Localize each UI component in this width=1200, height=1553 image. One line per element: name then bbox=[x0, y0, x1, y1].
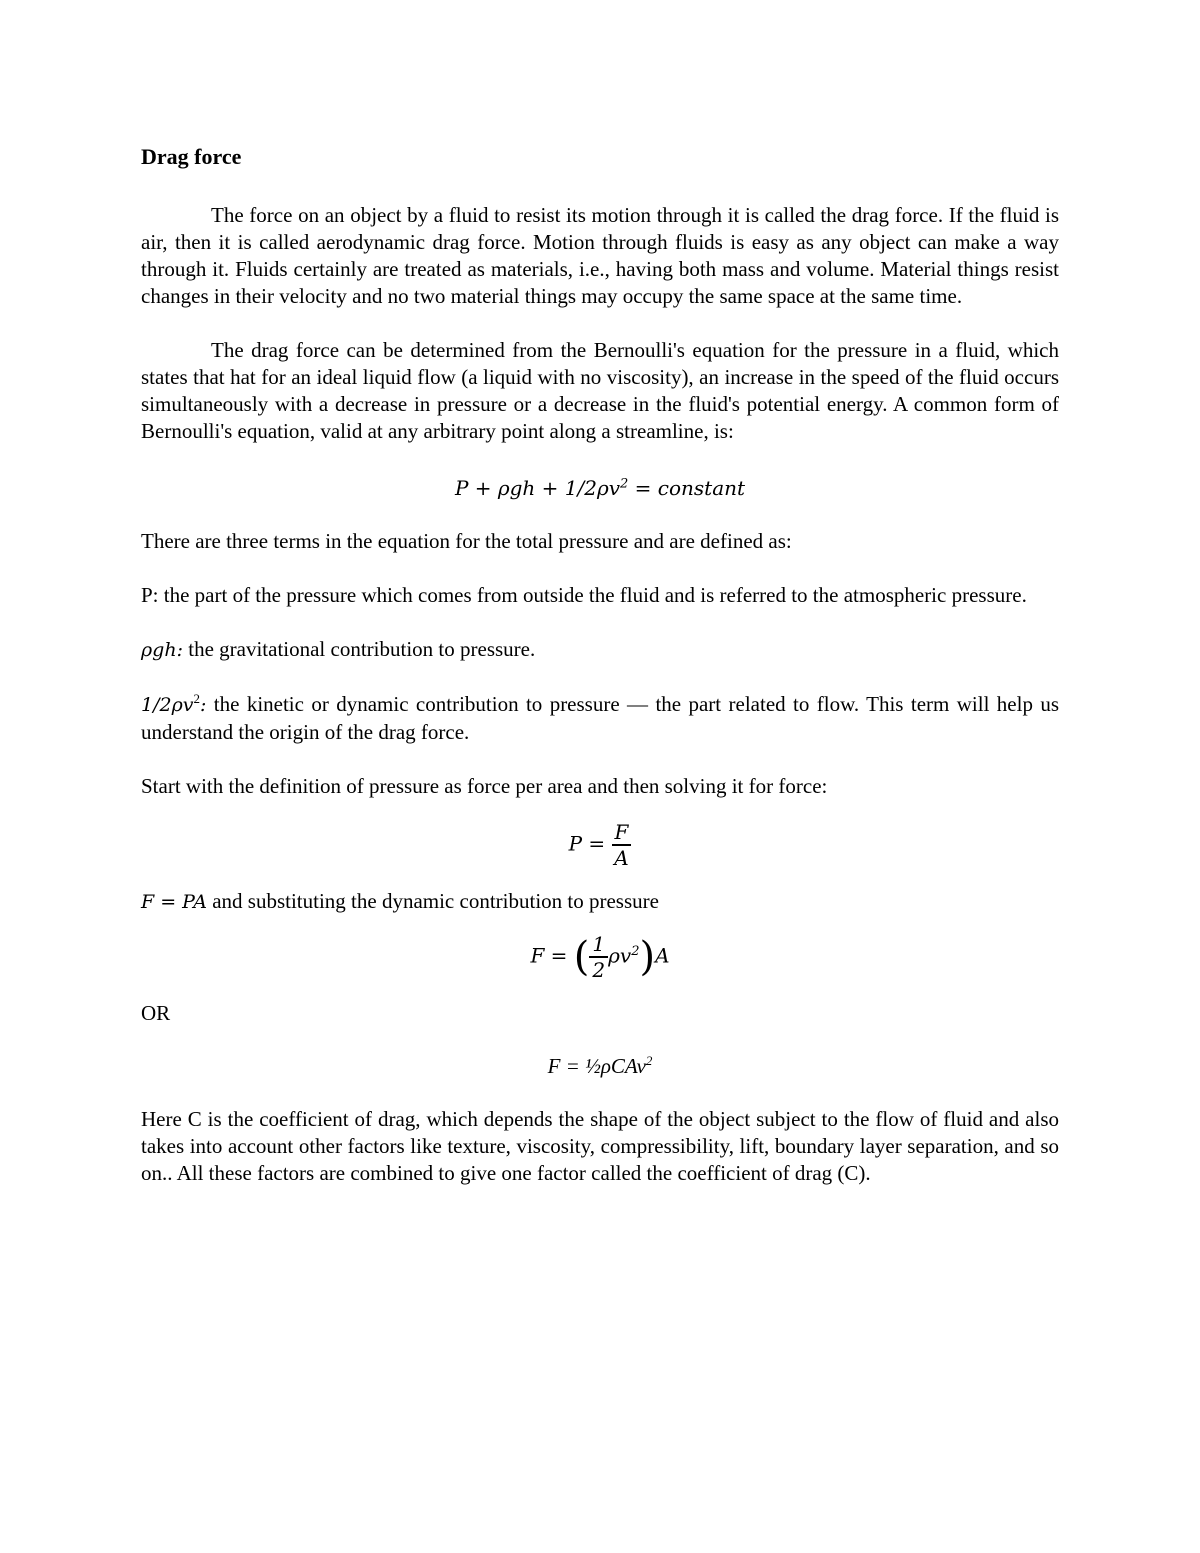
term-rhogh-text: the gravitational contribution to pressure. bbox=[182, 637, 536, 661]
eq-force-rhov: ρv bbox=[608, 943, 632, 968]
eq-force-den: 2 bbox=[592, 958, 606, 982]
eq-pressure-den: A bbox=[614, 846, 629, 870]
equation-force bbox=[141, 932, 1059, 982]
eq-force-lhs: F = bbox=[530, 943, 574, 968]
term-p-definition: P: the part of the pressure which comes from outside the fluid and is referred to the atmospheric pressure. bbox=[141, 583, 1027, 607]
term-kinetic-rhov: ρv bbox=[171, 694, 194, 716]
eq-force-tail: A bbox=[655, 943, 670, 968]
term-kinetic-definition bbox=[141, 691, 1059, 746]
paragraph-force-definition: Start with the definition of pressure as force per area and then solving it for force: bbox=[141, 774, 828, 798]
eq-bernoulli-exp: 2 bbox=[620, 476, 629, 492]
term-rhogh-definition bbox=[141, 636, 1059, 664]
term-kinetic-exp: 2 bbox=[193, 691, 200, 706]
document-page bbox=[141, 142, 1059, 1187]
term-kinetic-colon: : bbox=[199, 694, 207, 716]
eq-force-exp: 2 bbox=[631, 943, 640, 959]
paragraph-bernoulli: The drag force can be determined from the Bernoulli's equation for the pressure in a fluid, which states that hat for an ideal liquid flow (a liquid with no viscosity), an increase in the speed of the fluid occurs simultaneously with a decrease in pressure or a decrease in the fluid's potential energy. A common form of Bernoulli's equation, valid at any arbitrary point along a streamline, is: bbox=[141, 338, 1059, 443]
term-kinetic-half: 1/2 bbox=[141, 694, 172, 716]
eq-force-num: 1 bbox=[589, 932, 608, 958]
eq-force-lparen: ( bbox=[573, 934, 590, 980]
line-fpa-text: and substituting the dynamic contribution to pressure bbox=[206, 889, 659, 913]
eq-bernoulli-tail: = constant bbox=[628, 476, 746, 500]
eq-pressure-lhs: P = bbox=[568, 831, 612, 856]
or-label: OR bbox=[141, 1001, 171, 1025]
eq-bernoulli-half: 1/2 bbox=[564, 476, 597, 500]
term-kinetic-text: the kinetic or dynamic contribution to pressure — the part related to flow. This term will help us understand the origin of the drag force. bbox=[141, 692, 1059, 744]
eq-force-fraction bbox=[589, 932, 608, 982]
equation-bernoulli bbox=[141, 475, 1059, 502]
eq-bernoulli-rhov: ρv bbox=[596, 476, 621, 500]
eq-drag-main: F = ½ρCAv bbox=[547, 1054, 646, 1078]
paragraph-terms-intro: There are three terms in the equation for the total pressure and are defined as: bbox=[141, 529, 792, 553]
eq-pressure-fraction bbox=[612, 820, 632, 870]
equation-drag bbox=[141, 1053, 1059, 1080]
paragraph-coefficient: Here C is the coefficient of drag, which depends the shape of the object subject to the flow of fluid and also takes into account other factors like texture, viscosity, compressibility, lift, boundary layer separation, and so on.. All these factors are combined to give one factor called the coefficient of drag (C). bbox=[141, 1107, 1059, 1185]
line-f-equals-pa bbox=[141, 888, 1059, 916]
page-title: Drag force bbox=[141, 144, 242, 169]
eq-pressure-num: F bbox=[612, 820, 632, 846]
term-rhogh-symbol: ρgh: bbox=[141, 639, 183, 661]
paragraph-intro: The force on an object by a fluid to resist its motion through it is called the drag force. If the fluid is air, then it is called aerodynamic drag force. Motion through fluids is easy as any object can make a way through it. Fluids certainly are treated as materials, i.e., having both mass and volume. Material things resist changes in their velocity and no two material things may occupy the same space at the same time. bbox=[141, 203, 1059, 308]
eq-drag-exp: 2 bbox=[645, 1053, 653, 1068]
eq-bernoulli-lead: P + ρgh + bbox=[454, 476, 565, 500]
line-fpa-math: F = PA bbox=[141, 891, 207, 913]
eq-force-rparen: ) bbox=[639, 934, 656, 980]
equation-pressure bbox=[141, 820, 1059, 870]
